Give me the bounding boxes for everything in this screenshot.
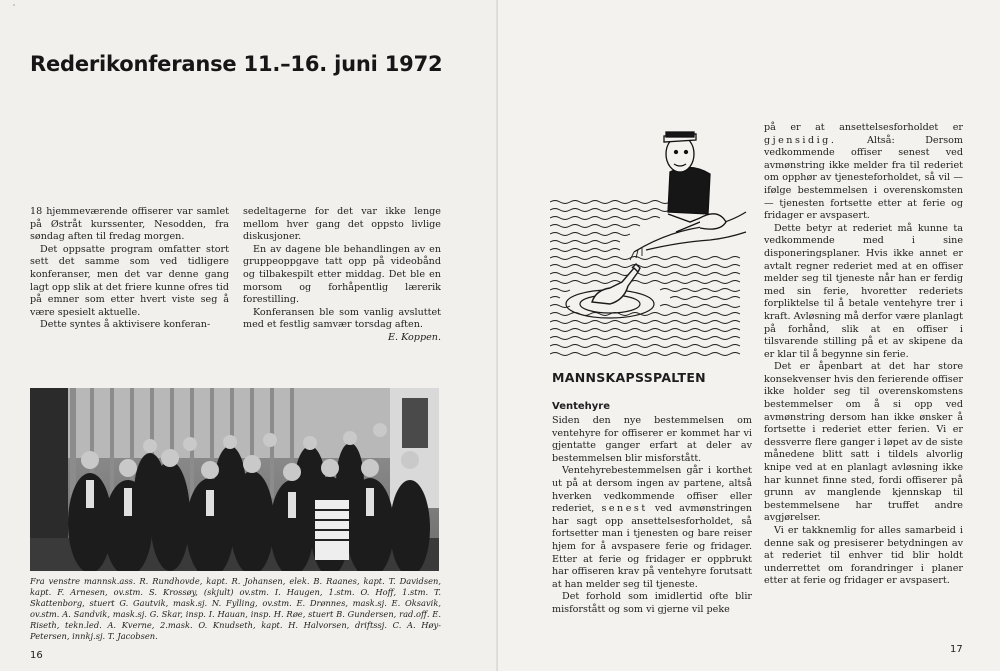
article-column-4 xyxy=(764,122,963,588)
paragraph: Siden den nye bestemmelsen om ventehyre for offiserer er kommet har vi gjentatte ganger erfart at deler av bestemmelsen blir misforstått. xyxy=(552,415,752,464)
corner-mark: ˙ xyxy=(12,4,16,13)
paragraph: 18 hjemmeværende offiserer var samlet på Østråt kurssenter, Nesodden, fra søndag aften til fredag morgen. xyxy=(30,206,229,243)
paragraph: Dette betyr at rederiet må kunne ta vedkommende med i sine disponeringsplaner. Hvis ikke annet er avtalt regner rederiet med at en offiser melder seg til tjeneste når han er ferdig med sin ferie, hvoretter rederiets forpliktelse til å betale ventehyre trer i kraft. Avløsning må derfor være planlagt på forhånd, slik at en offiser i tilsvarende stilling på et av skipene da er klar til å begynne sin ferie. xyxy=(764,222,963,360)
paragraph: Konferansen ble som vanlig avsluttet med et festlig samvær torsdag aften. xyxy=(243,306,441,331)
paragraph: Vi er takknemlig for alles samarbeid i denne sak og presiserer betydningen av at rederiet til enhver tid blir holdt underrettet om forandringer i planer etter at ferie og fridager er avspasert. xyxy=(764,525,963,587)
paragraph: En av dagene ble behandlingen av en gruppeoppgave tatt opp på videobånd og tilbakespilt etter middag. Det ble en morsom og forhåpentlig lærerik forestilling. xyxy=(243,243,441,306)
author-signature: E. Koppen. xyxy=(388,331,441,343)
paragraph xyxy=(552,465,752,591)
left-page xyxy=(0,0,498,671)
page-number-right: 17 xyxy=(950,644,963,655)
page-number-left: 16 xyxy=(30,650,43,661)
article-column-1 xyxy=(30,206,229,332)
article-column-3 xyxy=(552,415,752,617)
section-title: MANNSKAPSSPALTEN xyxy=(552,370,706,385)
right-page xyxy=(498,0,1000,671)
group-photo-icon xyxy=(30,388,439,571)
group-photo xyxy=(30,388,439,571)
photo-caption: Fra venstre mannsk.ass. R. Rundhovde, kapt. R. Johansen, elek. B. Raanes, kapt. T. Davidsen, kapt. F. Arnesen, ov.stm. S. Krossøy, (skjult) ov.stm. I. Haugen, 1.stm. O. Hoff, 1.stm. T. Skattenborg, stuert G. Gautvik, mask.sj. N. Fylling, ov.stm. E. Drønnes, mask.sj. E. Oksavik, ov.stm. A. Sandvik, mask.sj. G. Skar, insp. I. Hauan, insp. H. Røe, stuert B. Gundersen, rad.off. E. Riseth, tekn.led. A. Kverne, 2.mask. O. Knudseth, kapt. H. Halvorsen, driftssj. C. A. Høy-Petersen, innkj.sj. T. Jacobsen. xyxy=(30,576,441,641)
cartoon-sailor-bottle-icon xyxy=(550,122,748,358)
paragraph xyxy=(764,122,963,223)
text-run: Ventehyrebestemmelsen går i korthet ut på at dersom ingen av partene, altså hverken vedkommende offiser eller rederiet, xyxy=(552,465,752,515)
paragraph: Det er åpenbart at det har store konsekvenser hvis den ferierende offiser ikke holder seg til overenskomstens bestemmelser om å si opp ved avmønstring dersom han ikke ønsker å fortsette i rederiet etter ferien. Vi er dessverre flere ganger i løpet av de siste månedene blitt satt i tildels alvorlig knipe ved at en planlagt avløsning ikke har kunnet finne sted, fordi offiserer på grunn av manglende kjennskap til bestemmelsene har truffet andre avgjørelser. xyxy=(764,361,963,524)
text-run: på er at ansettelsesforholdet er xyxy=(764,122,963,133)
paragraph: Det oppsatte program omfatter stort sett det samme som ved tidligere konferanser, men det var denne gang lagt opp slik at det friere kunne ofres tid på emner som etter hvert viste seg å være spesielt aktuelle. xyxy=(30,243,229,318)
subheading: Ventehyre xyxy=(552,401,611,412)
text-run: Altså: Dersom vedkommende offiser senest ved avmønstring ikke melder fra til rederiet om opphør av tjenesteforholdet, så vil — ifølge bestemmelsen i overenskomsten — tjenesten fortsette etter at ferie og fridager er avspasert. xyxy=(764,134,963,222)
paragraph: Dette syntes å aktivisere konferan- xyxy=(40,319,211,331)
paragraph: sedeltagerne for det var ikke lenge mellom hver gang det oppsto livlige diskusjoner. xyxy=(243,206,441,243)
article-column-2 xyxy=(243,206,441,345)
text-run: ved avmønstringen har sagt opp ansettelsesforholdet, så fortsetter man i tjenesten og bare reiser hjem for å avspasere ferie og fridager. Etter at ferie og fridager er oppbrukt har offiseren krav på ventehyre forutsatt at han melder seg til tjeneste. xyxy=(552,503,752,590)
article-title: Rederikonferanse 11.–16. juni 1972 xyxy=(30,52,443,76)
emphasis-text: gjensidig. xyxy=(764,134,837,146)
emphasis-text: senest xyxy=(601,503,648,515)
paragraph: Det forhold som imidlertid ofte blir misforstått og som vi gjerne vil peke xyxy=(552,591,752,615)
